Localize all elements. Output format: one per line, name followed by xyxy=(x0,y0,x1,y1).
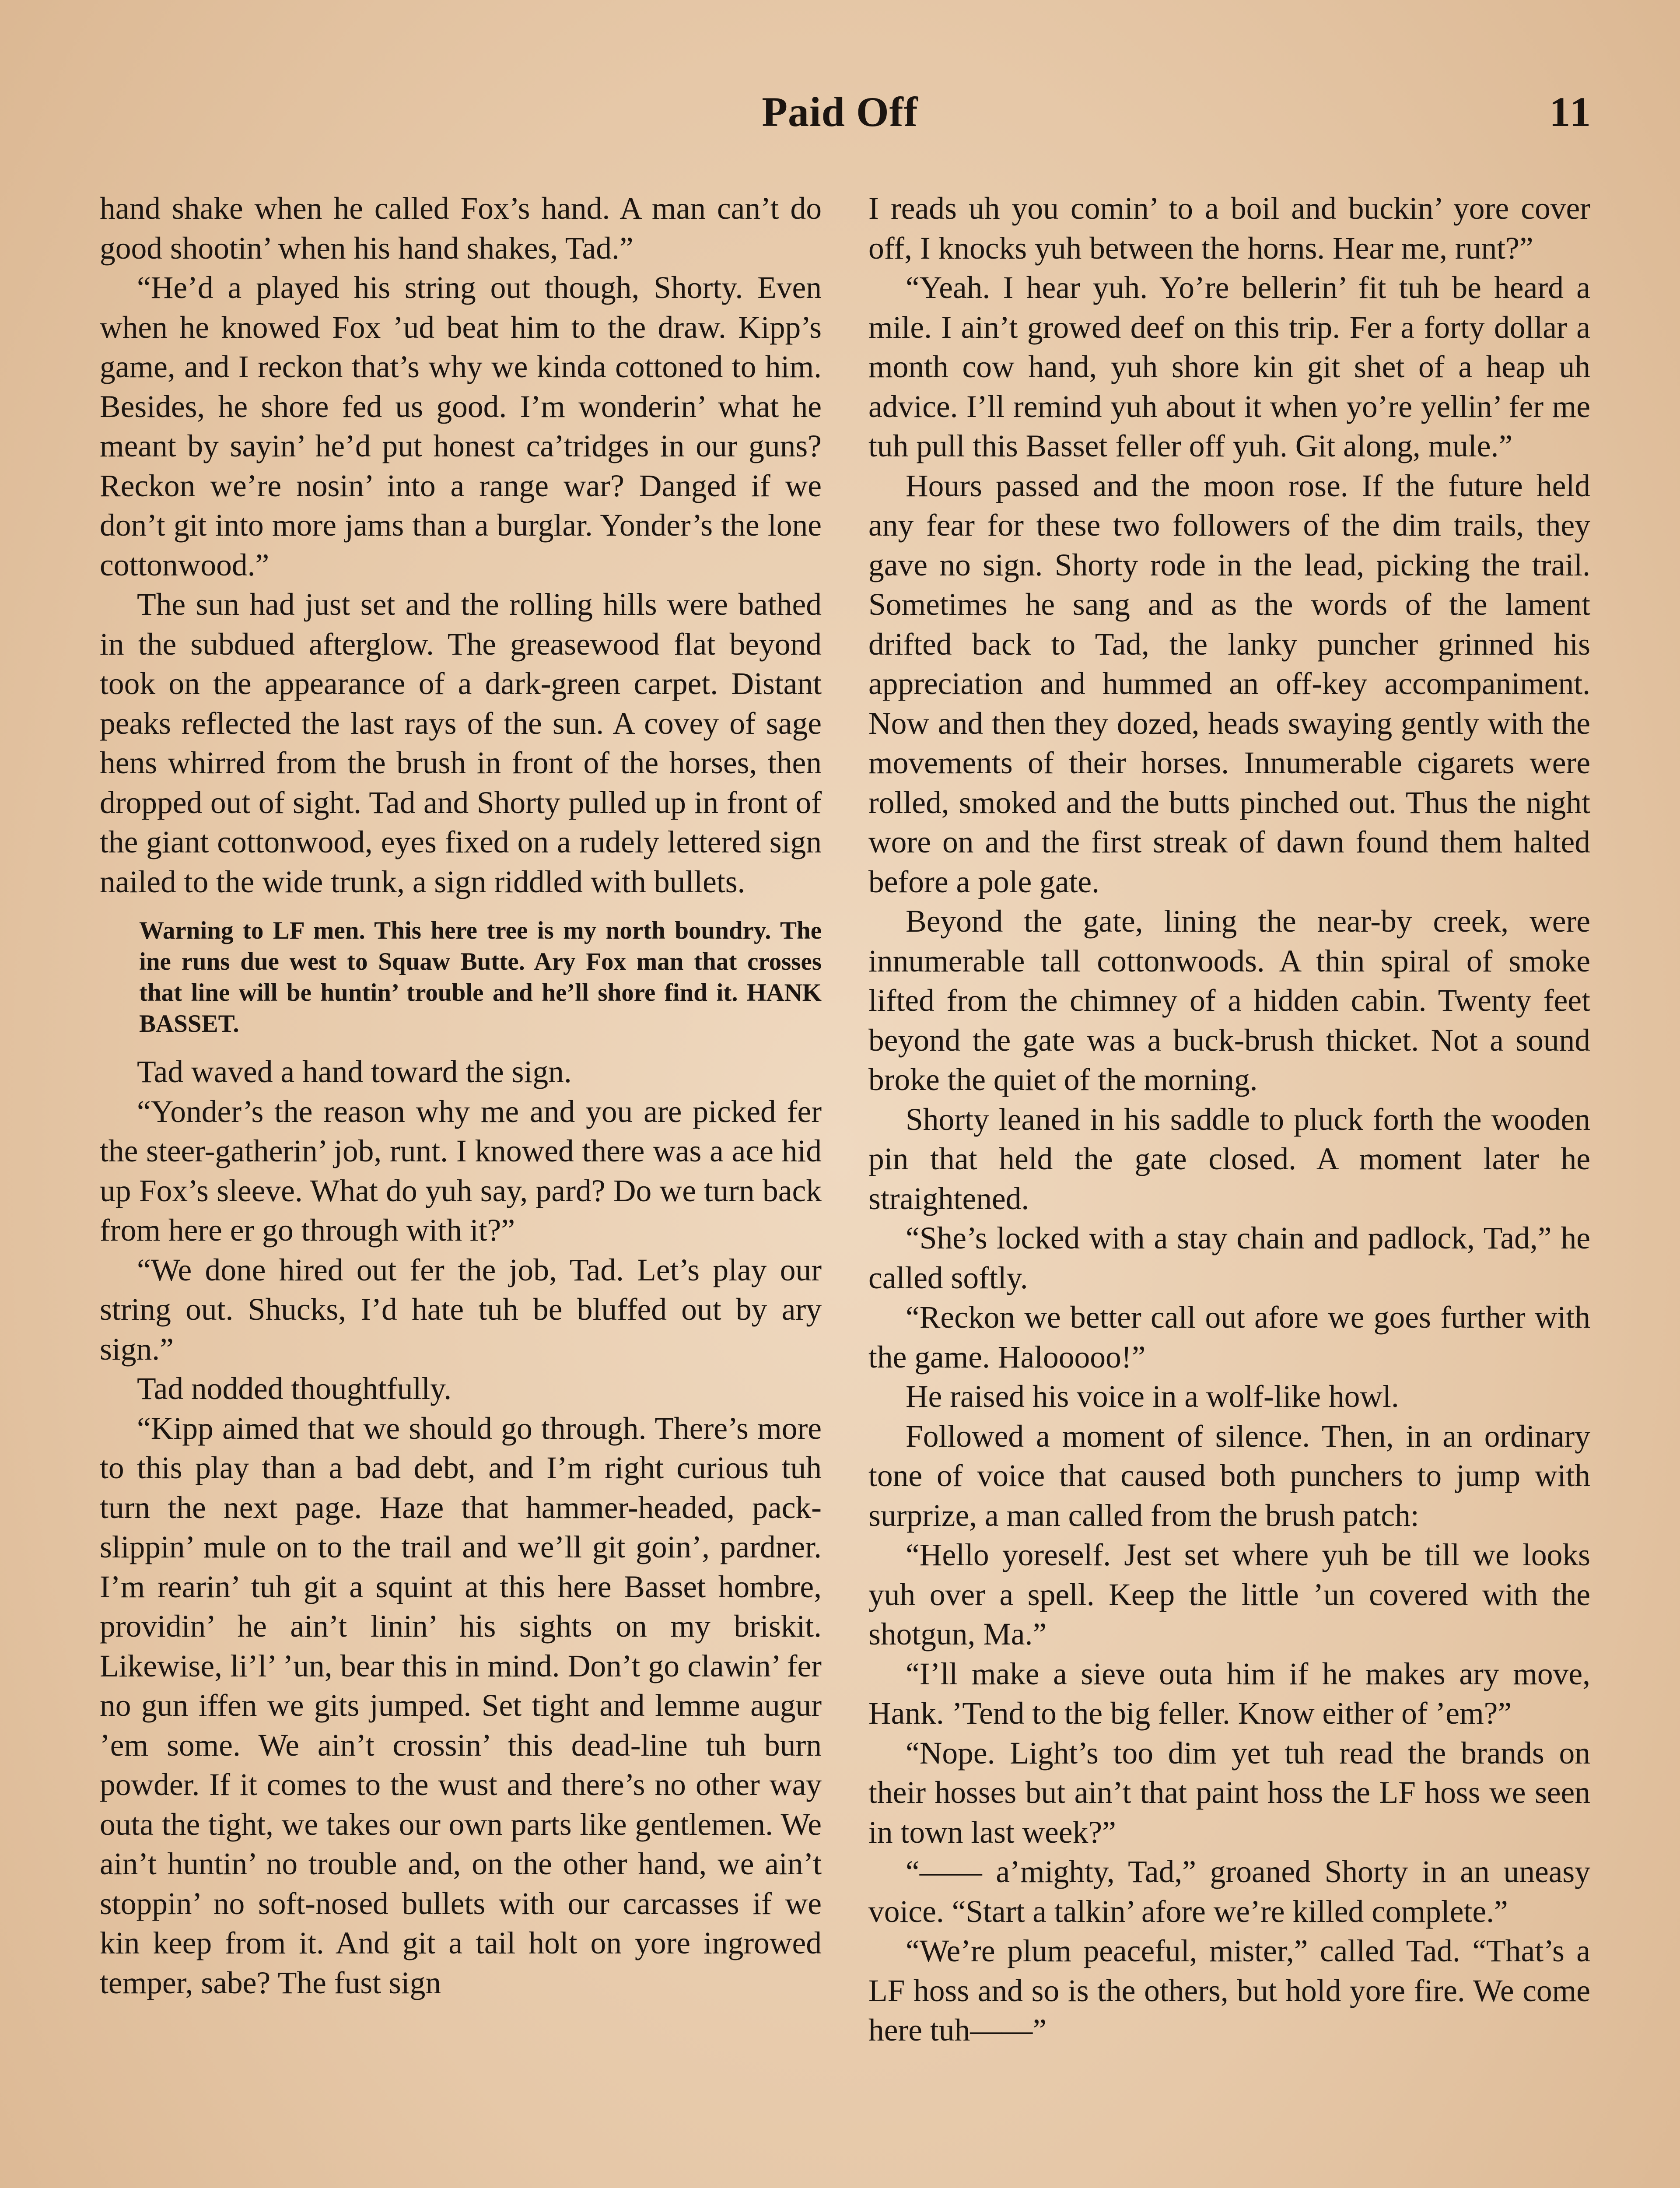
paragraph: “We’re plum peaceful, mister,” called Tad. “That’s a LF hoss and so is the others, but hold yore fire. We come here tuh——” xyxy=(868,1934,1590,2048)
paragraph: Tad waved a hand toward the sign. xyxy=(137,1055,572,1089)
paragraph: “Hello yoreself. Jest set where yuh be till we looks yuh over a spell. Keep the little ’un covered with the shotgun, Ma.” xyxy=(868,1538,1590,1652)
paragraph: Shorty leaned in his saddle to pluck forth the wooden pin that held the gate closed. A moment later he straightened. xyxy=(868,1102,1590,1216)
paragraph: “Kipp aimed that we should go through. There’s more to this play than a bad debt, and I’m right curious tuh turn the next page. Haze that hammer-headed, pack-slippin’ mule on to the trail and we’ll git goin’, pardner. I’m rearin’ tuh git a squint at this here Basset hombre, providin’ he ain’t linin’ his sights on my briskit. Likewise, li’l’ ’un, bear this in mind. Don’t go clawin’ fer no gun iffen we gits jumped. Set tight and lemme augur ’em some. We ain’t crossin’ this dead-line tuh burn powder. If it comes to the wust and there’s no other way outa the tight, we takes our own parts like gentlemen. We ain’t huntin’ no trouble and, on the other hand, we ain’t stoppin’ no soft-nosed bullets with our carcasses if we kin keep from it. And git a tail holt on yore ingrowed temper, sabe? The fust sign xyxy=(100,1411,822,2000)
paragraph: Followed a moment of silence. Then, in an ordinary tone of voice that caused both punchers to jump with surprize, a man called from the brush patch: xyxy=(868,1419,1590,1533)
page-number: 11 xyxy=(1549,88,1592,135)
paragraph: “Nope. Light’s too dim yet tuh read the brands on their hosses but ain’t that paint hoss the LF hoss we seen in town last week?” xyxy=(868,1736,1590,1850)
paragraph: “Reckon we better call out afore we goes further with the game. Halooooo!” xyxy=(868,1300,1590,1375)
paragraph: “Yonder’s the reason why me and you are picked fer the steer-gatherin’ job, runt. I knowed there was a ace hid up Fox’s sleeve. What do yuh say, pard? Do we turn back from here er go through with it?” xyxy=(100,1094,822,1248)
paragraph: Beyond the gate, lining the near-by creek, were innumerable tall cottonwoods. A thin spiral of smoke lifted from the chimney of a hidden cabin. Twenty feet beyond the gate was a buck-brush thicket. Not a sound broke the quiet of the morning. xyxy=(868,904,1590,1097)
paragraph: “She’s locked with a stay chain and padlock, Tad,” he called softly. xyxy=(868,1221,1590,1295)
right-column xyxy=(868,189,1590,2051)
paragraph: I reads uh you comin’ to a boil and buckin’ yore cover off, I knocks yuh between the horns. Hear me, runt?” xyxy=(868,191,1590,266)
paragraph: He raised his voice in a wolf-like howl. xyxy=(906,1379,1399,1414)
paragraph: “Yeah. I hear yuh. Yo’re bellerin’ fit tuh be heard a mile. I ain’t growed deef on this trip. Fer a forty dollar a month cow hand, yuh shore kin git shet of a heap uh advice. I’ll remind yuh about it when yo’re yellin’ fer me tuh pull this Basset feller off yuh. Git along, mule.” xyxy=(868,270,1590,463)
running-head xyxy=(0,88,1680,144)
paragraph: “We done hired out fer the job, Tad. Let’s play our string out. Shucks, I’d hate tuh be bluffed out by ary sign.” xyxy=(100,1252,822,1367)
paragraph: hand shake when he called Fox’s hand. A man can’t do good shootin’ when his hand shakes, Tad.” xyxy=(100,191,822,266)
left-column xyxy=(100,189,822,2003)
paragraph: “—— a’mighty, Tad,” groaned Shorty in an uneasy voice. “Start a talkin’ afore we’re killed complete.” xyxy=(868,1855,1590,1929)
paragraph: Tad nodded thoughtfully. xyxy=(137,1371,452,1406)
sign-text: Warning to LF men. This here tree is my north boundry. The ine runs due west to Squaw Butte. Ary Fox man that crosses that line will be huntin’ trouble and he’ll shore find it. HANK BASSET. xyxy=(139,917,822,1038)
paragraph: Hours passed and the moon rose. If the future held any fear for these two followers of the dim trails, they gave no sign. Shorty rode in the lead, picking the trail. Sometimes he sang and as the words of the lament drifted back to Tad, the lanky puncher grinned his appreciation and hummed an off-key accompaniment. Now and then they dozed, heads swaying gently with the movements of their horses. Innumerable cigarets were rolled, smoked and the butts pinched out. Thus the night wore on and the first streak of dawn found them halted before a pole gate. xyxy=(868,468,1590,899)
paragraph: “He’d a played his string out though, Shorty. Even when he knowed Fox ’ud beat him to the draw. Kipp’s game, and I reckon that’s why we kinda cottoned to him. Besides, he shore fed us good. I’m wonderin’ what he meant by sayin’ he’d put honest ca’tridges in our guns? Reckon we’re nosin’ into a range war? Danged if we don’t git into more jams than a burglar. Yonder’s the lone cottonwood.” xyxy=(100,270,822,582)
story-title: Paid Off xyxy=(762,88,918,135)
paragraph: “I’ll make a sieve outa him if he makes ary move, Hank. ’Tend to the big feller. Know either of ’em?” xyxy=(868,1656,1590,1731)
paragraph: The sun had just set and the rolling hills were bathed in the subdued afterglow. The greasewood flat beyond took on the appearance of a dark-green carpet. Distant peaks reflected the last rays of the sun. A covey of sage hens whirred from the brush in front of the horses, then dropped out of sight. Tad and Shorty pulled up in front of the giant cottonwood, eyes fixed on a rudely lettered sign nailed to the wide trunk, a sign riddled with bullets. xyxy=(100,587,822,899)
